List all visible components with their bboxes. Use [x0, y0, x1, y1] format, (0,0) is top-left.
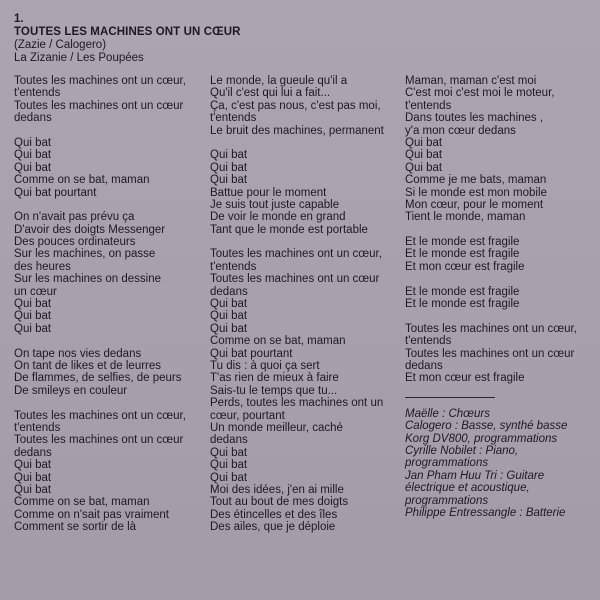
lyric-line: Tient le monde, maman: [405, 211, 526, 224]
track-title: TOUTES LES MACHINES ONT UN CŒUR: [14, 26, 241, 38]
lyric-line: Sur les machines, on passe: [14, 248, 156, 261]
lyric-line: Maman, maman c'est moi: [405, 75, 537, 87]
lyric-line: Qui bat: [210, 459, 248, 472]
lyric-line: Comment se sortir de là: [14, 521, 137, 534]
musician-credit-line: programmations: [405, 457, 489, 470]
lyric-line: Perds, toutes les machines ont un: [210, 397, 384, 410]
lyric-line: Qui bat: [14, 310, 52, 323]
lyric-line: Qui bat: [210, 471, 248, 484]
lyrics-column-3: [405, 75, 595, 519]
lyric-line: Et le monde est fragile: [405, 285, 520, 298]
lyric-line: Et le monde est fragile: [405, 298, 520, 311]
lyric-line: De smileys en couleur: [14, 384, 128, 397]
lyric-line: Et le monde est fragile: [405, 248, 520, 261]
lyric-line: Comme on n'sait pas vraiment: [14, 508, 169, 521]
musician-credit-line: Jan Pham Huu Tri : Guitare: [405, 469, 545, 482]
lyric-line: Qui bat: [14, 483, 52, 496]
lyric-line: Sais-tu le temps que tu...: [210, 384, 338, 397]
lyric-line: t'entends: [210, 260, 257, 273]
lyric-line: Tant que le monde est portable: [210, 223, 368, 236]
lyric-line: Qui bat: [210, 446, 248, 459]
lyric-line: Qui bat: [210, 174, 248, 187]
blank-line: [14, 125, 204, 137]
musician-credit-line: Korg DV800, programmations: [405, 432, 558, 445]
lyric-line: Mon cœur, pour le moment: [405, 198, 544, 211]
lyric-line: Dans toutes les machines ,: [405, 112, 544, 125]
lyric-line: Sur les machines on dessine: [14, 273, 162, 286]
lyric-line: Toutes les machines ont un cœur: [405, 347, 575, 360]
lyric-line: Qui bat: [210, 310, 248, 323]
lyric-line: Toutes les machines ont un cœur,: [210, 248, 382, 261]
lyric-line: On n'avait pas prévu ça: [14, 211, 135, 224]
lyric-line: Des pouces ordinateurs: [14, 236, 136, 249]
lyric-line: un cœur: [14, 285, 57, 298]
lyric-line: Qui bat: [14, 149, 52, 162]
lyric-line: On tape nos vies dedans: [14, 347, 142, 360]
lyric-line: Toutes les machines ont un cœur: [14, 99, 184, 112]
lyric-line: D'avoir des doigts Messenger: [14, 223, 166, 236]
lyric-line: Et mon cœur est fragile: [405, 260, 525, 273]
lyric-line: Qui bat: [210, 161, 248, 174]
lyric-line: Des étincelles et des îles: [210, 508, 338, 521]
lyric-line: des heures: [14, 260, 71, 273]
lyric-line: Qui bat: [14, 471, 52, 484]
lyric-line: Qui bat: [405, 161, 443, 174]
lyric-line: dedans: [210, 285, 248, 298]
lyric-line: Toutes les machines ont un cœur: [14, 434, 184, 447]
lyric-line: dedans: [14, 112, 52, 125]
lyric-line: Tu dis : à quoi ça sert: [210, 359, 320, 372]
lyric-line: Si le monde est mon mobile: [405, 186, 547, 199]
lyric-line: Qui bat: [14, 136, 52, 149]
lyric-line: De flammes, de selfies, de peurs: [14, 372, 182, 385]
lyric-line: Comme on se bat, maman: [210, 335, 346, 348]
lyric-line: Ça, c'est pas nous, c'est pas moi,: [210, 99, 381, 112]
lyric-line: t'entends: [405, 335, 452, 348]
lyric-line: Qui bat pourtant: [14, 186, 97, 199]
musician-credit-line: Calogero : Basse, synthé basse: [405, 420, 568, 433]
lyric-line: Je suis tout juste capable: [210, 198, 340, 211]
lyric-line: Qui bat: [14, 161, 52, 174]
musician-credits: [405, 408, 595, 520]
lyric-line: Un monde meilleur, caché: [210, 421, 343, 434]
lyric-line: Toutes les machines ont un cœur,: [14, 75, 186, 87]
lyric-line: Toutes les machines ont un cœur: [210, 273, 380, 286]
lyric-line: t'entends: [14, 87, 61, 100]
lyric-line: y'a mon cœur dedans: [405, 124, 516, 137]
lyric-line: Le bruit des machines, permanent: [210, 124, 384, 137]
lyric-line: Qui bat: [405, 149, 443, 162]
lyric-line: dedans: [210, 434, 248, 447]
lyric-line: Qui bat: [405, 136, 443, 149]
musician-credit-line: Philippe Entressangle : Batterie: [405, 506, 566, 519]
lyric-line: Qu'il c'est qui lui a fait...: [210, 87, 331, 100]
lyrics-column-3-lines: [405, 75, 595, 385]
blank-line: [405, 224, 595, 236]
lyric-line: Et mon cœur est fragile: [405, 372, 525, 385]
lyric-line: Et le monde est fragile: [405, 236, 520, 249]
lyric-line: t'entends: [210, 112, 257, 125]
lyrics-column-1: [14, 75, 204, 533]
lyric-line: Comme on se bat, maman: [14, 174, 150, 187]
lyric-line: Le monde, la gueule qu'il a: [210, 75, 348, 87]
lyric-line: Comme on se bat, maman: [14, 496, 150, 509]
musician-credit-line: programmations: [405, 494, 489, 507]
lyrics-column-2: [210, 75, 400, 533]
track-number: 1.: [14, 13, 24, 25]
publisher: La Zizanie / Les Poupées: [14, 52, 144, 64]
musician-credit-line: Cyrille Nobilet : Piano,: [405, 444, 519, 457]
blank-line: [14, 199, 204, 211]
lyric-line: dedans: [14, 446, 52, 459]
blank-line: [14, 397, 204, 409]
musician-credit-line: Maëlle : Chœurs: [405, 407, 490, 420]
lyric-line: Qui bat: [210, 149, 248, 162]
lyric-line: De voir le monde en grand: [210, 211, 346, 224]
blank-line: [210, 137, 400, 149]
songwriters: (Zazie / Calogero): [14, 39, 107, 51]
lyric-line: Moi des idées, j'en ai mille: [210, 483, 344, 496]
blank-line: [14, 335, 204, 347]
blank-line: [210, 236, 400, 248]
lyric-line: Tout au bout de mes doigts: [210, 496, 349, 509]
lyric-line: On tant de likes et de leurres: [14, 359, 162, 372]
lyric-line: Battue pour le moment: [210, 186, 327, 199]
lyric-line: Qui bat: [210, 322, 248, 335]
blank-line: [405, 273, 595, 285]
musician-credit-line: électrique et acoustique,: [405, 482, 530, 495]
lyric-line: cœur, pourtant: [210, 409, 285, 422]
divider-rule: [405, 397, 495, 398]
lyric-line: Qui bat pourtant: [210, 347, 293, 360]
lyric-line: t'entends: [405, 99, 452, 112]
lyric-line: C'est moi c'est moi le moteur,: [405, 87, 555, 100]
lyric-line: Qui bat: [14, 322, 52, 335]
lyric-line: Toutes les machines ont un cœur,: [14, 409, 186, 422]
lyric-line: Qui bat: [14, 459, 52, 472]
lyric-line: t'entends: [14, 421, 61, 434]
lyric-line: T'as rien de mieux à faire: [210, 372, 339, 385]
lyric-line: Qui bat: [14, 298, 52, 311]
lyric-line: Qui bat: [210, 298, 248, 311]
blank-line: [405, 310, 595, 322]
lyric-line: Comme je me bats, maman: [405, 174, 547, 187]
track-header: [14, 13, 314, 65]
lyric-line: dedans: [405, 359, 443, 372]
lyric-line: Toutes les machines ont un cœur,: [405, 322, 577, 335]
lyric-line: Des ailes, que je déploie: [210, 521, 336, 534]
